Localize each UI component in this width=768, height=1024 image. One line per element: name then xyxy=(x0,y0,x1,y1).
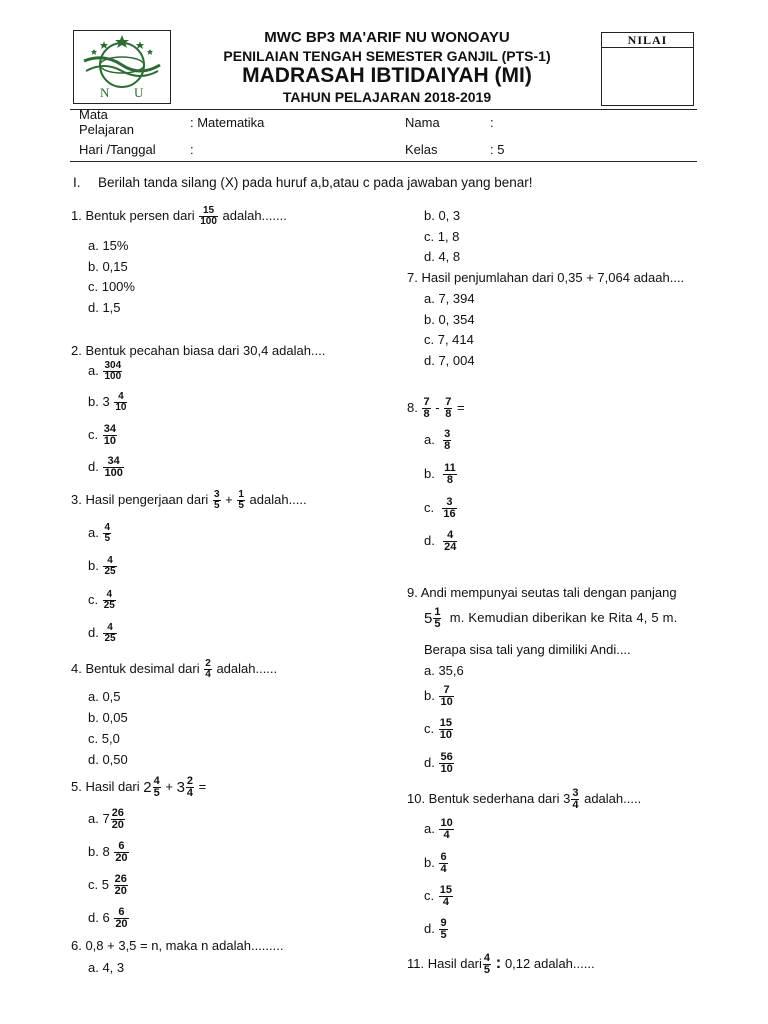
q10-option-c[interactable] xyxy=(424,885,454,908)
fraction-denominator: 10 xyxy=(103,435,116,447)
option-fraction xyxy=(439,818,453,841)
q6-option-b[interactable]: b. 0, 3 xyxy=(424,208,461,223)
option-label: d. xyxy=(424,920,435,936)
option-fraction xyxy=(443,530,457,553)
q2-option-b[interactable] xyxy=(88,392,128,413)
q1-option-a[interactable]: a. 15% xyxy=(88,238,129,253)
q4-option-b[interactable]: b. 0,05 xyxy=(88,710,128,725)
q5-option-a[interactable] xyxy=(88,808,126,831)
q5-option-c[interactable] xyxy=(88,874,129,897)
option-fraction xyxy=(103,424,117,447)
fraction-numerator: 4 xyxy=(114,392,127,403)
question-9-line-3: Berapa sisa tali yang dimiliki Andi.... xyxy=(424,642,631,657)
subject-label-1: Mata xyxy=(79,107,108,122)
q10-option-a[interactable] xyxy=(424,818,455,841)
question-3-suffix: adalah..... xyxy=(249,491,307,507)
q8-option-d[interactable] xyxy=(424,530,458,553)
option-fraction xyxy=(439,752,453,775)
q6-option-a[interactable]: a. 4, 3 xyxy=(88,960,125,975)
fraction-numerator: 3 xyxy=(572,787,579,799)
question-10-suffix: adalah..... xyxy=(584,790,642,806)
fraction-numerator: 34 xyxy=(103,456,123,468)
option-fraction xyxy=(114,841,128,864)
equals-sign: = xyxy=(198,778,207,794)
fraction-numerator: 2 xyxy=(205,658,211,669)
question-4-fraction xyxy=(204,659,212,680)
fraction-denominator: 4 xyxy=(442,896,449,908)
question-1 xyxy=(71,206,287,227)
option-fraction xyxy=(103,556,116,577)
q6-option-c[interactable]: c. 1, 8 xyxy=(424,229,460,244)
question-11-fraction xyxy=(483,953,491,976)
question-9-line-2-text: m. Kemudian diberikan ke Rita 4, 5 m. xyxy=(449,609,678,625)
fraction-numerator: 6 xyxy=(114,841,128,853)
q9-option-b[interactable] xyxy=(424,685,455,708)
q8-option-c[interactable] xyxy=(424,497,458,520)
question-4-prefix: 4. Bentuk desimal dari xyxy=(71,660,200,676)
header-divider xyxy=(70,109,697,110)
option-fraction xyxy=(114,874,128,897)
question-3-fraction-2 xyxy=(237,490,245,511)
option-fraction xyxy=(439,918,447,941)
question-5-fraction-1 xyxy=(153,776,161,799)
fraction-numerator: 3 xyxy=(213,489,220,500)
question-1-prefix: 1. Bentuk persen dari xyxy=(71,207,195,223)
fraction-denominator: 16 xyxy=(443,508,456,520)
question-3-prefix: 3. Hasil pengerjaan dari xyxy=(71,491,209,507)
score-box-label: NILAI xyxy=(602,33,693,48)
q4-option-c[interactable]: c. 5,0 xyxy=(88,731,120,746)
fraction-numerator: 4 xyxy=(103,590,116,601)
fraction-denominator: 20 xyxy=(114,885,127,897)
question-11-suffix: 0,12 adalah...... xyxy=(504,956,595,971)
option-label: a. xyxy=(88,524,99,540)
fraction-denominator: 25 xyxy=(104,566,116,577)
plus-operator: + xyxy=(165,778,173,794)
question-11 xyxy=(407,953,595,976)
fraction-denominator: 5 xyxy=(153,787,160,799)
q7-option-b[interactable]: b. 0, 354 xyxy=(424,312,475,327)
option-label: b. 8 xyxy=(88,843,110,859)
class-value: : 5 xyxy=(490,142,505,157)
fraction-numerator: 304 xyxy=(104,360,122,371)
fraction-numerator: 2 xyxy=(186,775,194,787)
question-11-prefix: 11. Hasil dari xyxy=(407,956,482,971)
name-label: Nama xyxy=(405,115,440,130)
fraction-denominator: 25 xyxy=(104,633,116,644)
fraction-numerator: 1 xyxy=(434,606,441,618)
fraction-numerator: 15 xyxy=(199,206,218,217)
nu-logo-icon xyxy=(74,31,170,103)
option-fraction xyxy=(103,523,111,544)
fraction-numerator: 4 xyxy=(103,556,116,567)
mixed-whole: 5 xyxy=(424,610,433,627)
fraction-denominator: 4 xyxy=(440,863,447,875)
fraction-numerator: 15 xyxy=(439,884,452,896)
question-10-fraction xyxy=(571,788,579,811)
q10-option-b[interactable] xyxy=(424,852,449,875)
fraction-denominator: 8 xyxy=(444,440,451,452)
q1-option-c[interactable]: c. 100% xyxy=(88,279,135,294)
option-fraction xyxy=(439,852,447,875)
logo-letter-u: U xyxy=(134,85,144,100)
q10-option-d[interactable] xyxy=(424,918,449,941)
header-line-4: TAHUN PELAJARAN 2018-2019 xyxy=(282,89,492,105)
fraction-denominator: 20 xyxy=(115,918,128,930)
fraction-numerator: 11 xyxy=(444,462,456,474)
option-fraction xyxy=(439,885,453,908)
fraction-denominator: 24 xyxy=(444,541,457,553)
option-fraction xyxy=(103,590,116,611)
question-8 xyxy=(407,397,465,420)
q7-option-d[interactable]: d. 7, 004 xyxy=(424,353,475,368)
option-fraction xyxy=(114,907,128,930)
fraction-numerator: 4 xyxy=(483,952,491,965)
q7-option-a[interactable]: a. 7, 394 xyxy=(424,291,475,306)
option-label: d. xyxy=(88,458,99,474)
fraction-denominator: 5 xyxy=(440,929,447,941)
minus-operator: - xyxy=(435,399,440,415)
instruction-number: I. xyxy=(73,175,81,190)
q2-option-c[interactable] xyxy=(88,424,118,447)
option-label: c. 5 xyxy=(88,876,109,892)
option-label: c. xyxy=(424,720,435,736)
instruction-text: Berilah tanda silang (X) pada huruf a,b,atau c pada jawaban yang benar! xyxy=(98,175,533,190)
option-fraction xyxy=(103,456,123,479)
fraction-denominator: 10 xyxy=(440,763,453,775)
q4-option-d[interactable]: d. 0,50 xyxy=(88,752,128,767)
question-3-fraction-1 xyxy=(213,490,221,511)
divide-operator: : xyxy=(495,953,502,972)
fraction-numerator: 6 xyxy=(440,851,447,863)
date-value[interactable]: : xyxy=(190,142,194,157)
q9-option-c[interactable] xyxy=(424,718,454,741)
subject-value: : Matematika xyxy=(190,115,265,130)
option-fraction xyxy=(439,685,453,708)
fraction-denominator: 4 xyxy=(205,669,211,680)
question-1-fraction xyxy=(199,206,218,227)
subject-label-2: Pelajaran xyxy=(79,122,134,137)
fraction-numerator: 15 xyxy=(439,717,452,729)
option-fraction xyxy=(442,497,456,520)
fraction-denominator: 5 xyxy=(104,533,111,544)
option-label: c. xyxy=(424,887,435,903)
option-label: b. 3 xyxy=(88,393,110,409)
score-box xyxy=(601,32,694,106)
option-label: b. xyxy=(88,557,99,573)
fraction-numerator: 3 xyxy=(442,497,456,509)
q9-option-a[interactable]: a. 35,6 xyxy=(424,663,464,678)
question-8-fraction-1 xyxy=(422,397,430,420)
question-5 xyxy=(71,776,206,799)
q3-option-b[interactable] xyxy=(88,556,118,577)
fraction-denominator: 4 xyxy=(186,787,194,799)
q6-option-d[interactable]: d. 4, 8 xyxy=(424,249,461,264)
fraction-denominator: 8 xyxy=(446,474,453,486)
question-5-fraction-2 xyxy=(186,776,194,799)
logo-letter-n: N xyxy=(100,85,110,100)
fraction-numerator: 7 xyxy=(423,396,430,408)
option-label: a. 7 xyxy=(88,810,110,826)
fraction-denominator: 100 xyxy=(104,467,123,479)
option-label: a. xyxy=(424,431,435,447)
q5-option-b[interactable] xyxy=(88,841,130,864)
q3-option-a[interactable] xyxy=(88,523,112,544)
q2-option-a[interactable] xyxy=(88,361,123,382)
fraction-denominator: 100 xyxy=(104,371,122,382)
date-label: Hari /Tanggal xyxy=(79,142,156,157)
q3-option-d[interactable] xyxy=(88,623,118,644)
option-label: c. xyxy=(88,591,99,607)
fraction-denominator: 20 xyxy=(111,819,124,831)
option-label: d. xyxy=(88,624,99,640)
option-label: d. 6 xyxy=(88,909,110,925)
fraction-numerator: 7 xyxy=(439,685,453,697)
question-8-fraction-2 xyxy=(444,397,452,420)
fraction-denominator: 10 xyxy=(115,402,127,413)
fraction-numerator: 26 xyxy=(114,873,127,885)
option-label: c. xyxy=(88,426,99,442)
fraction-numerator: 34 xyxy=(103,423,116,435)
question-9-line-2 xyxy=(424,607,677,630)
q7-option-c[interactable]: c. 7, 414 xyxy=(424,332,474,347)
question-7: 7. Hasil penjumlahan dari 0,35 + 7,064 adaah.... xyxy=(407,270,685,285)
q5-option-d[interactable] xyxy=(88,907,130,930)
option-label: d. xyxy=(424,532,435,548)
fraction-denominator: 25 xyxy=(103,600,115,611)
fraction-numerator: 1 xyxy=(238,489,244,500)
fraction-denominator: 8 xyxy=(423,408,430,420)
question-3 xyxy=(71,490,307,511)
option-label: b. xyxy=(424,687,435,703)
option-fraction xyxy=(439,718,453,741)
fraction-denominator: 5 xyxy=(238,500,244,511)
question-9-fraction xyxy=(433,607,441,630)
fraction-denominator: 5 xyxy=(483,964,491,977)
fraction-denominator: 5 xyxy=(434,618,441,630)
question-10-prefix: 10. Bentuk sederhana dari 3 xyxy=(407,790,571,806)
question-5-prefix: 5. Hasil dari xyxy=(71,778,140,794)
option-label: a. xyxy=(88,362,99,378)
fraction-numerator: 4 xyxy=(104,522,111,533)
q8-option-b[interactable] xyxy=(424,463,458,486)
fraction-numerator: 7 xyxy=(445,396,452,408)
name-value[interactable]: : xyxy=(490,115,494,130)
fraction-denominator: 4 xyxy=(572,799,579,811)
mixed-whole-2: 3 xyxy=(176,779,185,796)
question-6: 6. 0,8 + 3,5 = n, maka n adalah......... xyxy=(71,938,284,953)
info-divider xyxy=(70,161,697,162)
fraction-numerator: 4 xyxy=(443,530,457,542)
fraction-numerator: 3 xyxy=(444,428,451,440)
option-fraction xyxy=(443,429,451,452)
fraction-numerator: 10 xyxy=(440,817,453,829)
question-2: 2. Bentuk pecahan biasa dari 30,4 adalah.... xyxy=(71,343,326,358)
fraction-denominator: 4 xyxy=(443,829,450,841)
q8-option-a[interactable] xyxy=(424,429,452,452)
fraction-numerator: 56 xyxy=(440,751,453,763)
equals-sign: = xyxy=(456,399,465,415)
q2-option-d[interactable] xyxy=(88,456,125,479)
q4-option-a[interactable]: a. 0,5 xyxy=(88,689,121,704)
header-line-1: MWC BP3 MA'ARIF NU WONOAYU xyxy=(264,29,510,46)
fraction-numerator: 4 xyxy=(153,775,160,787)
fraction-denominator: 8 xyxy=(445,408,452,420)
option-fraction xyxy=(103,361,122,382)
fraction-denominator: 5 xyxy=(213,500,220,511)
q3-option-c[interactable] xyxy=(88,590,117,611)
q1-option-b[interactable]: b. 0,15 xyxy=(88,259,128,274)
option-fraction xyxy=(111,808,125,831)
question-1-suffix: adalah....... xyxy=(222,207,287,223)
fraction-numerator: 26 xyxy=(111,807,124,819)
header-line-2: PENILAIAN TENGAH SEMESTER GANJIL (PTS-1) xyxy=(223,48,551,64)
fraction-denominator: 10 xyxy=(440,696,453,708)
header-line-3: MADRASAH IBTIDAIYAH (MI) xyxy=(242,64,532,87)
fraction-numerator: 4 xyxy=(103,623,116,634)
school-logo xyxy=(73,30,171,104)
option-fraction xyxy=(114,392,127,413)
q1-option-d[interactable]: d. 1,5 xyxy=(88,300,121,315)
fraction-denominator: 10 xyxy=(439,729,452,741)
q9-option-d[interactable] xyxy=(424,752,455,775)
question-10 xyxy=(407,788,641,811)
fraction-numerator: 6 xyxy=(114,907,128,919)
option-label: b. xyxy=(424,854,435,870)
option-label: d. xyxy=(424,754,435,770)
option-label: c. xyxy=(424,499,435,515)
fraction-denominator: 20 xyxy=(115,852,128,864)
question-9-line-1: 9. Andi mempunyai seutas tali dengan panjang xyxy=(407,585,677,600)
option-fraction xyxy=(443,463,457,486)
class-label: Kelas xyxy=(405,142,438,157)
option-label: a. xyxy=(424,820,435,836)
plus-operator: + xyxy=(225,491,233,507)
option-label: b. xyxy=(424,465,435,481)
fraction-denominator: 100 xyxy=(200,216,217,227)
option-fraction xyxy=(103,623,116,644)
question-8-number: 8. xyxy=(407,399,418,415)
mixed-whole-1: 2 xyxy=(143,779,152,796)
question-4-suffix: adalah...... xyxy=(216,660,278,676)
question-4 xyxy=(71,659,277,680)
fraction-numerator: 9 xyxy=(440,917,447,929)
